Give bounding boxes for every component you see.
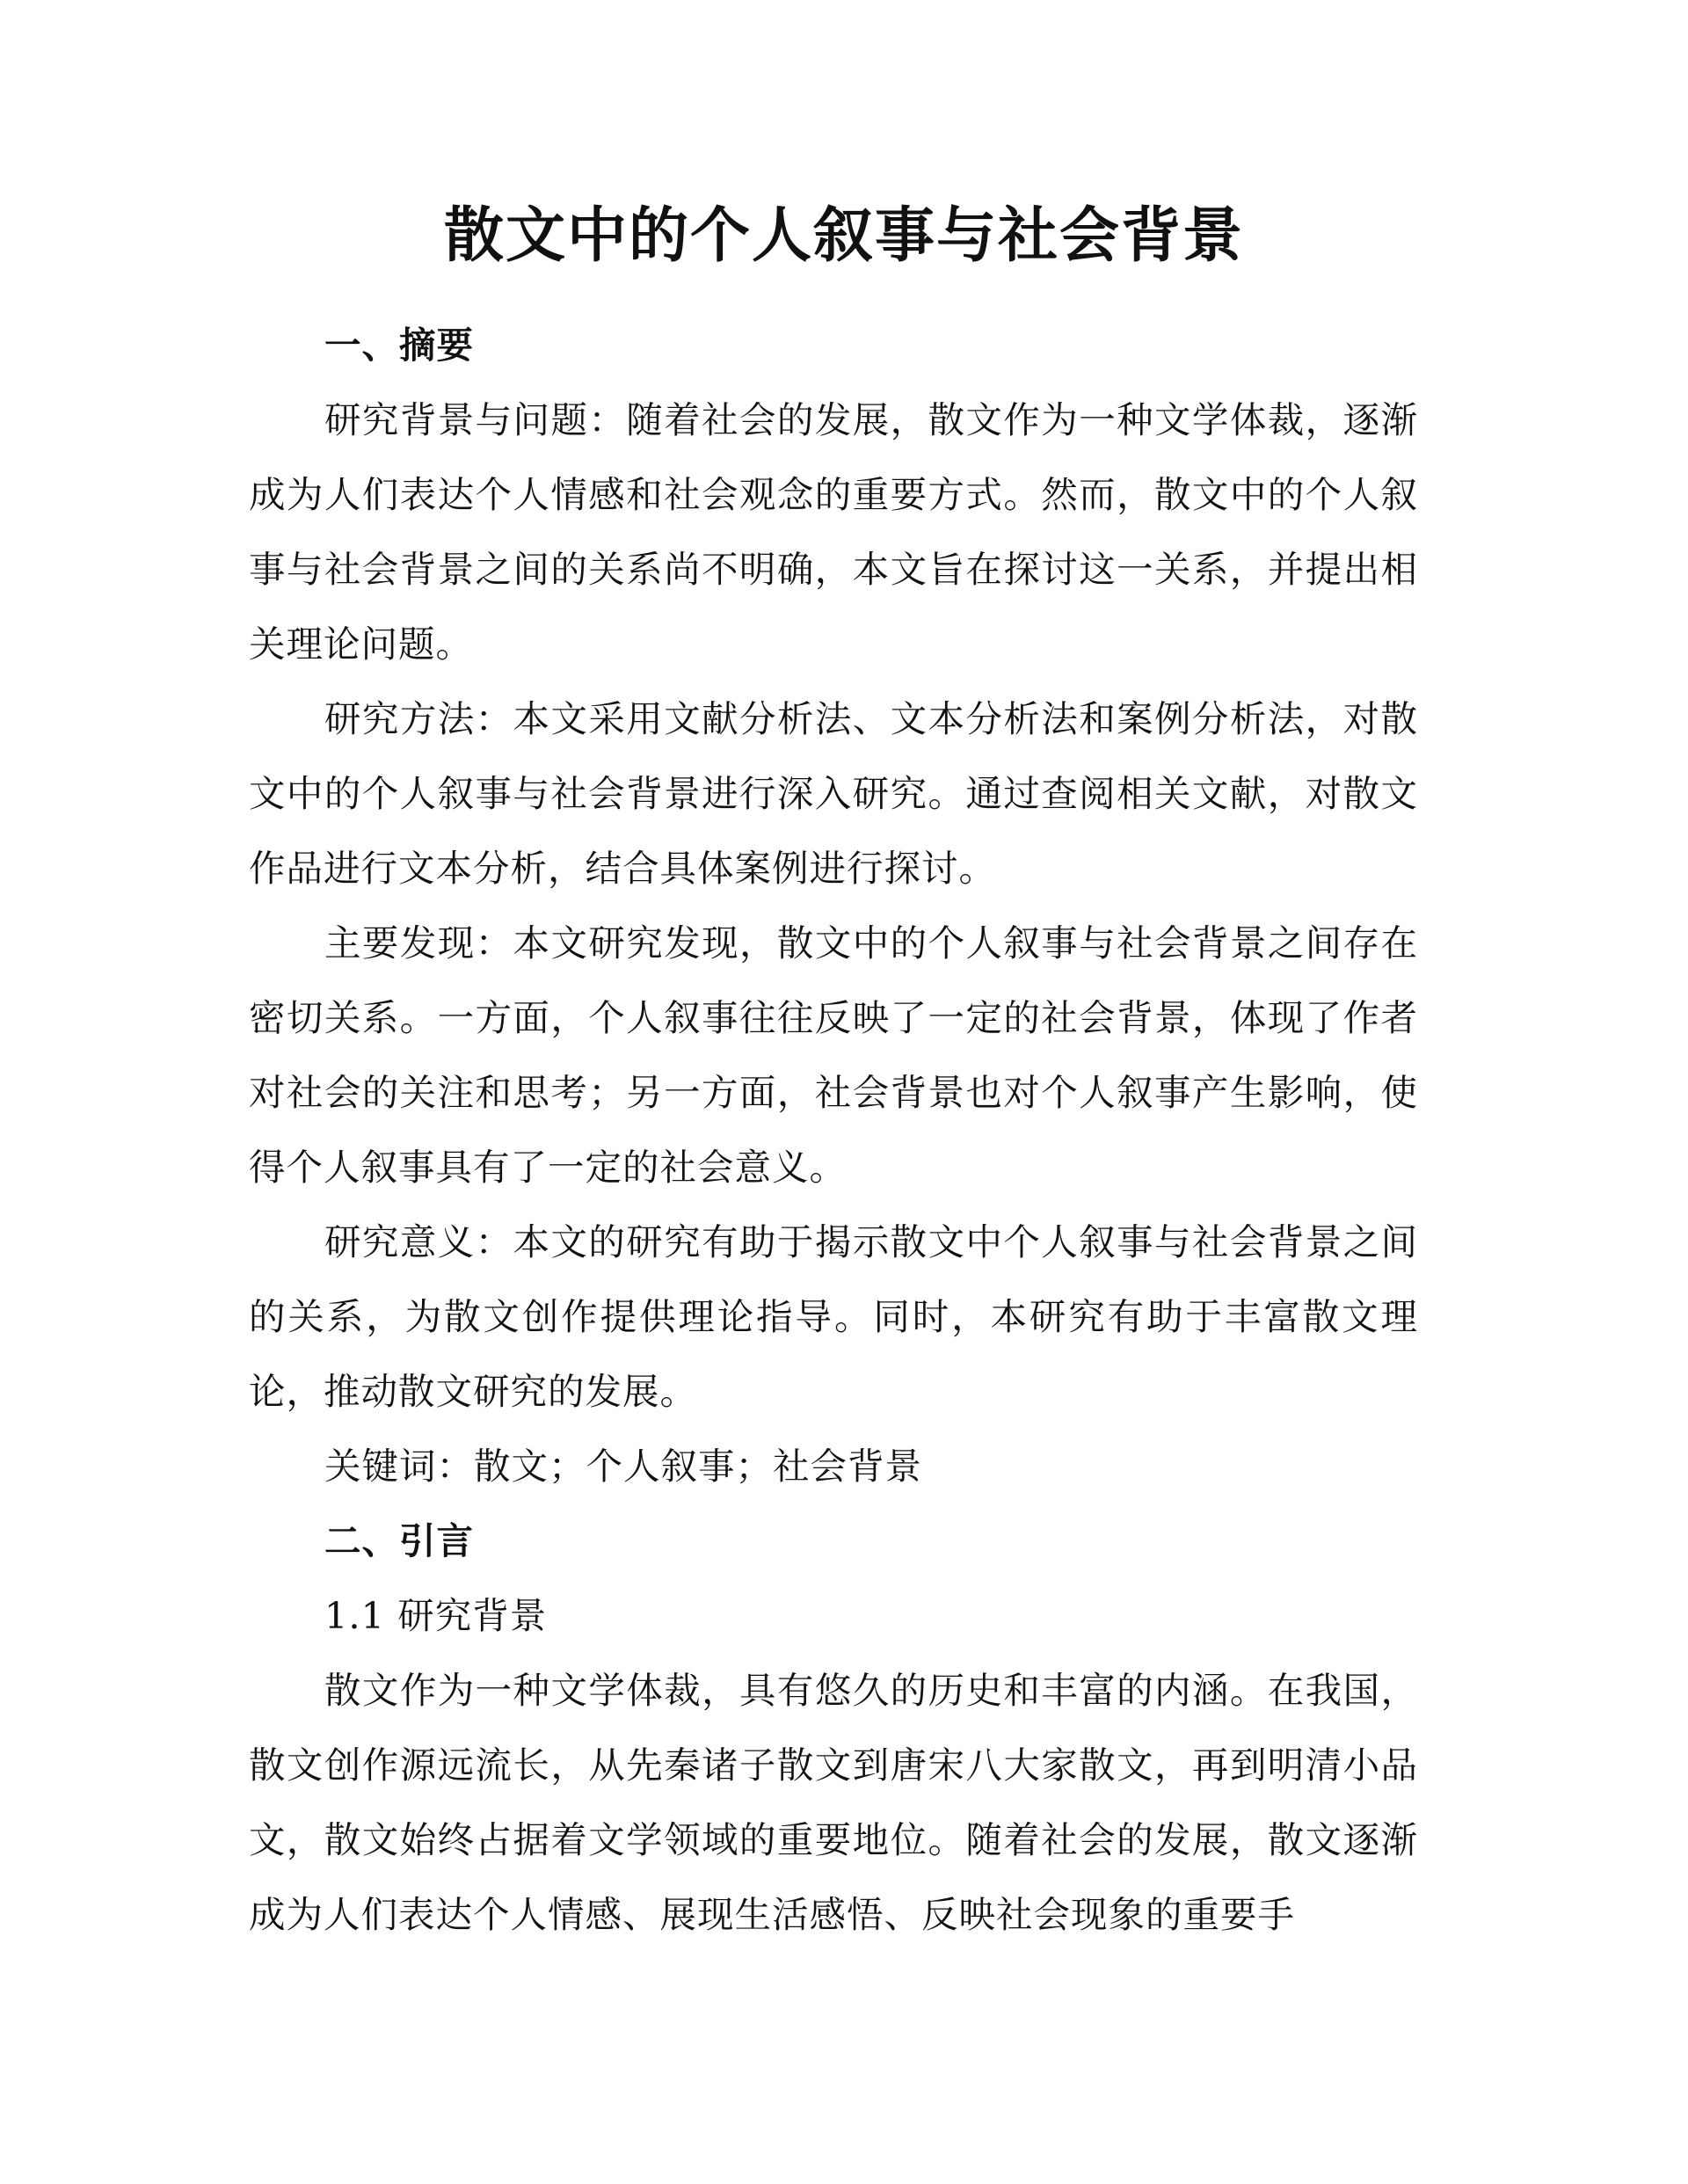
abstract-significance-paragraph: 研究意义：本文的研究有助于揭示散文中个人叙事与社会背景之间的关系，为散文创作提供理论指导。同时，本研究有助于丰富散文理论，推动散文研究的发展。: [249, 1220, 1418, 1413]
introduction-heading: 二、引言: [324, 1519, 475, 1562]
document-title: 散文中的个人叙事与社会背景: [443, 200, 1244, 271]
introduction-section: [249, 1503, 1418, 1952]
abstract-section: [249, 308, 1418, 1503]
introduction-paragraph: 散文作为一种文学体裁，具有悠久的历史和丰富的内涵。在我国，散文创作源远流长，从先秦诸子散文到唐宋八大家散文，再到明清小品文，散文始终占据着文学领域的重要地位。随着社会的发展，散文逐渐成为人们表达个人情感、展现生活感悟、反映社会现象的重要手: [249, 1669, 1418, 1936]
abstract-method-paragraph: 研究方法：本文采用文献分析法、文本分析法和案例分析法，对散文中的个人叙事与社会背景进行深入研究。通过查阅相关文献，对散文作品进行文本分析，结合具体案例进行探讨。: [249, 697, 1418, 890]
abstract-heading: 一、摘要: [324, 324, 475, 367]
document-body: [249, 308, 1418, 1952]
abstract-findings-paragraph: 主要发现：本文研究发现，散文中的个人叙事与社会背景之间存在密切关系。一方面，个人叙事往往反映了一定的社会背景，体现了作者对社会的关注和思考；另一方面，社会背景也对个人叙事产生影响，使得个人叙事具有了一定的社会意义。: [249, 921, 1418, 1189]
abstract-background-paragraph: 研究背景与问题：随着社会的发展，散文作为一种文学体裁，逐渐成为人们表达个人情感和社会观念的重要方式。然而，散文中的个人叙事与社会背景之间的关系尚不明确，本文旨在探讨这一关系，并提出相关理论问题。: [249, 398, 1418, 666]
research-background-subheading: 1.1 研究背景: [324, 1594, 548, 1637]
keywords-line: 关键词：散文；个人叙事；社会背景: [324, 1445, 923, 1488]
